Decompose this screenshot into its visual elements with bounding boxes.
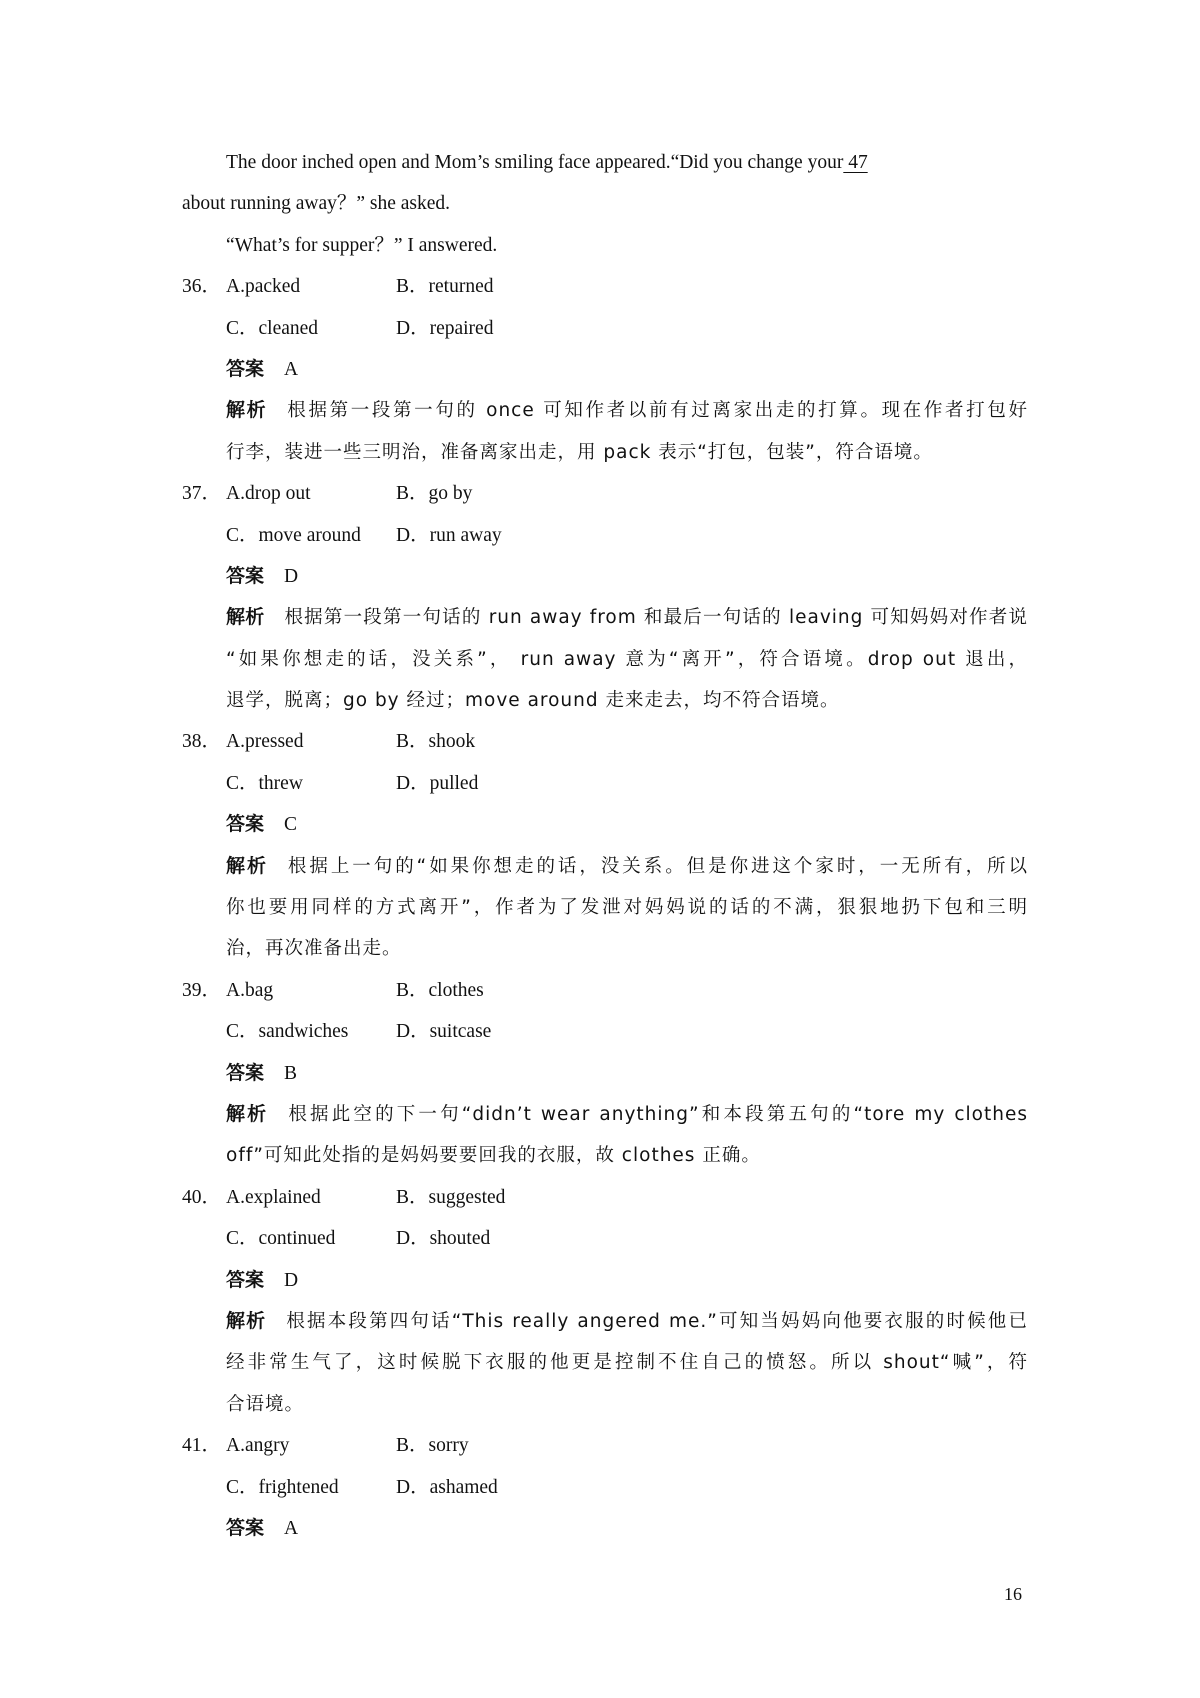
answer-row: [182, 804, 1028, 845]
answer-row: [182, 556, 1028, 597]
answer-row: [182, 1508, 1028, 1549]
question-list: [182, 266, 1028, 1549]
analysis-line: [182, 390, 1028, 431]
option-a: A.angry: [226, 1435, 290, 1457]
option-c: C．continued: [226, 1228, 336, 1250]
option-c: C．move around: [226, 524, 361, 546]
question-number: 41．: [182, 1435, 222, 1457]
analysis-text: 你也要用同样的方式离开”，作者为了发泄对妈妈说的话的不满，狠狠地扔下包和三明: [226, 897, 1028, 919]
analysis-label: 解析: [226, 1309, 267, 1332]
answer-row: [182, 349, 1028, 390]
analysis-text: 根据第一段第一句话的 run away from 和最后一句话的 leaving 可知妈妈对作者说: [284, 607, 1028, 629]
analysis-line: [182, 432, 1028, 473]
answer-label: 答案: [226, 813, 265, 836]
question-number: 40．: [182, 1186, 222, 1208]
question-41-options-row1: [182, 1425, 1028, 1466]
answer-label: 答案: [226, 357, 265, 380]
option-a: A.pressed: [226, 731, 304, 753]
option-d: D．suitcase: [396, 1021, 492, 1043]
option-b: B．go by: [396, 483, 473, 505]
answer-value: D: [284, 565, 299, 587]
question-40-options-row2: [182, 1218, 1028, 1259]
question-38-options-row2: [182, 763, 1028, 804]
analysis-text: 经非常生气了，这时候脱下衣服的他更是控制不住自己的愤怒。所以 shout“喊”，符: [226, 1352, 1028, 1374]
analysis-line: [182, 597, 1028, 638]
option-d: D．shouted: [396, 1228, 491, 1250]
answer-value: D: [284, 1269, 299, 1291]
option-a: A.explained: [226, 1186, 321, 1208]
answer-value: A: [284, 358, 299, 380]
analysis-label: 解析: [226, 854, 268, 877]
question-number: 37．: [182, 483, 222, 505]
question-41-options-row2: [182, 1467, 1028, 1508]
option-c: C．sandwiches: [226, 1021, 349, 1043]
analysis-text: 行李，装进一些三明治，准备离家出走，用 pack 表示“打包，包装”，符合语境。: [226, 441, 933, 463]
option-c: C．threw: [226, 772, 303, 794]
question-36-options-row2: [182, 308, 1028, 349]
option-b: B．returned: [396, 276, 494, 298]
analysis-line: [182, 1135, 1028, 1176]
option-c: C．frightened: [226, 1476, 339, 1498]
option-c: C．cleaned: [226, 317, 319, 339]
analysis-line: [182, 1342, 1028, 1383]
question-36-options-row1: [182, 266, 1028, 307]
question-number: 39．: [182, 979, 222, 1001]
passage-text: The door inched open and Mom’s smiling face appeared.“Did you change your: [226, 152, 844, 173]
analysis-label: 解析: [226, 399, 268, 422]
analysis-text: 根据本段第四句话“This really angered me.”可知当妈妈向他要衣服的时候他已: [286, 1310, 1028, 1332]
question-40-options-row1: [182, 1177, 1028, 1218]
option-b: B．clothes: [396, 979, 484, 1001]
option-b: B．suggested: [396, 1186, 506, 1208]
passage-line: “What’s for supper？” I answered.: [226, 234, 498, 256]
option-d: D．ashamed: [396, 1476, 498, 1498]
answer-label: 答案: [226, 1268, 265, 1291]
analysis-text: off”可知此处指的是妈妈要要回我的衣服，故 clothes 正确。: [226, 1145, 761, 1167]
analysis-text: 根据第一段第一句的 once 可知作者以前有过离家出走的打算。现在作者打包好: [287, 400, 1028, 422]
analysis-line: [182, 1301, 1028, 1342]
analysis-label: 解析: [226, 1102, 269, 1125]
answer-row: [182, 1053, 1028, 1094]
answer-value: B: [284, 1062, 298, 1084]
answer-value: C: [284, 814, 298, 836]
passage-line: [182, 142, 1028, 183]
answer-label: 答案: [226, 1061, 265, 1084]
option-a: A.packed: [226, 276, 301, 298]
question-38-options-row1: [182, 721, 1028, 762]
analysis-line: [182, 1384, 1028, 1425]
question-37-options-row2: [182, 515, 1028, 556]
analysis-text: “如果你想走的话，没关系”， run away 意为“离开”，符合语境。drop out 退出，: [226, 648, 1028, 670]
analysis-label: 解析: [226, 606, 265, 629]
analysis-text: 治，再次准备出走。: [226, 938, 402, 960]
question-39-options-row1: [182, 970, 1028, 1011]
question-39-options-row2: [182, 1011, 1028, 1052]
page-body: [182, 142, 1028, 1549]
passage-line: about running away？” she asked.: [182, 193, 451, 215]
question-37-options-row1: [182, 473, 1028, 514]
option-b: B．shook: [396, 731, 476, 753]
option-d: D．repaired: [396, 317, 494, 339]
answer-label: 答案: [226, 564, 265, 587]
option-a: A.bag: [226, 979, 274, 1001]
analysis-line: [182, 680, 1028, 721]
analysis-text: 退学，脱离；go by 经过；move around 走来走去，均不符合语境。: [226, 690, 840, 712]
analysis-text: 根据此空的下一句“didn’t wear anything”和本段第五句的“tore my clothes: [288, 1103, 1028, 1125]
analysis-line: [182, 846, 1028, 887]
analysis-text: 根据上一句的“如果你想走的话，没关系。但是你进这个家时，一无所有，所以: [287, 855, 1028, 877]
answer-label: 答案: [226, 1516, 265, 1539]
analysis-line: [182, 928, 1028, 969]
analysis-line: [182, 639, 1028, 680]
question-number: 38．: [182, 731, 222, 753]
option-a: A.drop out: [226, 483, 311, 505]
analysis-line: [182, 1094, 1028, 1135]
page-number: 16: [1004, 1584, 1022, 1604]
answer-value: A: [284, 1517, 299, 1539]
blank-47: 47: [843, 152, 868, 173]
option-b: B．sorry: [396, 1435, 469, 1457]
answer-row: [182, 1260, 1028, 1301]
option-d: D．pulled: [396, 772, 479, 794]
question-number: 36．: [182, 276, 222, 298]
analysis-line: [182, 887, 1028, 928]
option-d: D．run away: [396, 524, 502, 546]
analysis-text: 合语境。: [226, 1393, 305, 1415]
